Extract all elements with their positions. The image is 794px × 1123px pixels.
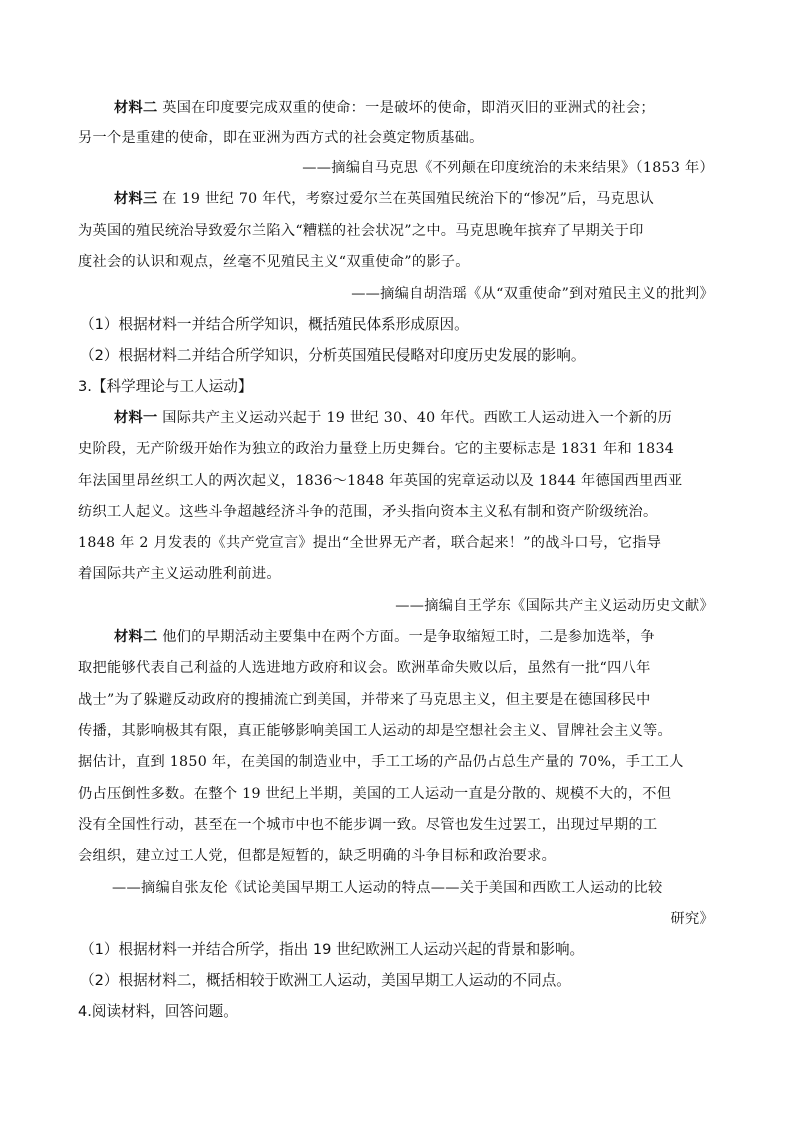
material-2-line-1: 材料二 英国在印度要完成双重的使命：一是破坏的使命，即消灭旧的亚洲式的社会； [114, 100, 655, 116]
q3-material-2-source-line-1: ——摘编自张友伦《试论美国早期工人运动的特点——关于美国和西欧工人运动的比较 [112, 880, 663, 896]
material-label: 材料二 [114, 100, 158, 116]
q3-material-1-line-6: 着国际共产主义运动胜利前进。 [78, 566, 281, 582]
q3-material-2-line-7: 没有全国性行动，甚至在一个城市中也不能步调一致。尽管也发生过罢工，出现过早期的工 [78, 817, 658, 833]
q3-material-2-source-line-2: 研究》 [670, 911, 714, 927]
question-2-2: （2）根据材料二并结合所学知识，分析英国殖民侵略对印度历史发展的影响。 [80, 347, 586, 364]
q3-material-1-line-3: 年法国里昂丝织工人的两次起义，1836～1848 年英国的宪章运动以及 1844 年德国西里西亚 [78, 473, 683, 489]
material-2-source: ——摘编自马克思《不列颠在印度统治的未来结果》（1853 年） [302, 160, 714, 176]
q3-material-2-line-8: 会组织，建立过工人党，但都是短暂的，缺乏明确的斗争目标和政治要求。 [78, 848, 557, 864]
question-2-1: （1）根据材料一并结合所学知识，概括殖民体系形成原因。 [80, 316, 469, 333]
material-label: 材料一 [114, 410, 158, 426]
question-3-1: （1）根据材料一并结合所学，指出 19 世纪欧洲工人运动兴起的背景和影响。 [80, 941, 585, 958]
q3-material-2-line-6: 仍占压倒性多数。在整个 19 世纪上半期，美国的工人运动一直是分散的、规模不大的，不但 [78, 786, 672, 802]
q3-material-2-line-3: 战士”为了躲避反动政府的搜捕流亡到美国，并带来了马克思主义，但主要是在德国移民中 [78, 692, 651, 708]
q3-material-2-line-2: 取把能够代表自己利益的人选进地方政府和议会。欧洲革命失败以后，虽然有一批“四八年 [78, 660, 651, 676]
material-3-line-3: 度社会的认识和观点，丝毫不见殖民主义“双重使命”的影子。 [78, 254, 470, 270]
material-3-line-1: 材料三 在 19 世纪 70 年代，考察过爱尔兰在英国殖民统治下的“惨况”后，马克思认 [114, 191, 655, 207]
question-4-heading: 4.阅读材料，回答问题。 [78, 1003, 238, 1020]
material-3-line-2: 为英国的殖民统治导致爱尔兰陷入“糟糕的社会状况”之中。马克思晚年摈弃了早期关于印 [78, 223, 644, 239]
q3-material-2-line-1: 材料二 他们的早期活动主要集中在两个方面。一是争取缩短工时，二是参加选举，争 [114, 629, 655, 645]
q3-material-1-line-1: 材料一 国际共产主义运动兴起于 19 世纪 30、40 年代。西欧工人运动进入一个新的历 [114, 410, 673, 426]
q3-material-2-line-5: 据估计，直到 1850 年，在美国的制造业中，手工工场的产品仍占总生产量的 70%，手工工人 [78, 754, 684, 770]
q3-material-1-line-4: 纺织工人起义。这些斗争超越经济斗争的范围，矛头指向资本主义私有制和资产阶级统治。 [78, 504, 658, 520]
q3-material-1-source: ——摘编自王学东《国际共产主义运动历史文献》 [395, 598, 714, 614]
q3-material-1-line-5: 1848 年 2 月发表的《共产党宣言》提出“全世界无产者，联合起来！”的战斗口号，它指导 [78, 535, 662, 551]
material-label: 材料二 [114, 629, 158, 645]
material-label: 材料三 [114, 191, 158, 207]
material-2-line-2: 另一个是重建的使命，即在亚洲为西方式的社会奠定物质基础。 [78, 130, 484, 146]
q3-material-2-line-4: 传播，其影响极其有限，真正能够影响美国工人运动的却是空想社会主义、冒牌社会主义等。 [78, 723, 672, 739]
material-3-source: ——摘编自胡浩瑶《从“双重使命”到对殖民主义的批判》 [351, 286, 714, 302]
question-3-2: （2）根据材料二，概括相较于欧洲工人运动，美国早期工人运动的不同点。 [80, 972, 571, 989]
question-3-heading: 3.【科学理论与工人运动】 [78, 378, 253, 395]
q3-material-1-line-2: 史阶段，无产阶级开始作为独立的政治力量登上历史舞台。它的主要标志是 1831 年和 1834 [78, 441, 675, 457]
